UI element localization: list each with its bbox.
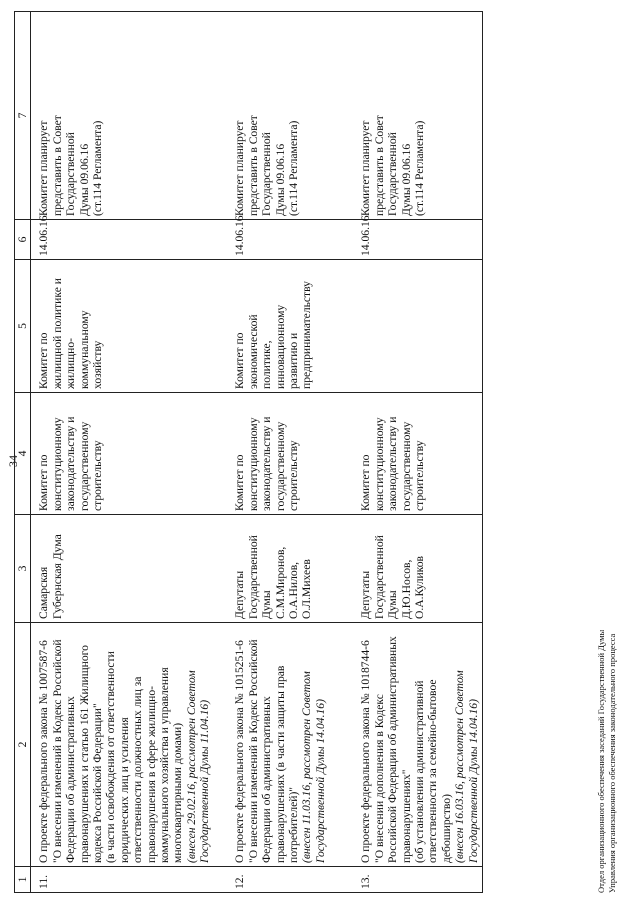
date-cell: 14.06.16 [223,220,349,260]
bill-title-line: ответственности за семейно-бытовое [426,679,440,863]
bill-title-line: (в части освобождения от ответственности [104,651,118,863]
author-line: Думы [386,590,400,619]
committee-line: Комитет по [233,454,247,511]
responsible-committee-cell [223,393,349,515]
plan-line: Комитет планирует [233,120,247,216]
author-line: Депутаты [359,570,373,619]
bill-title-line: Федерации об административных [260,696,274,863]
row-number: 12. [223,867,349,893]
header-cell: 1 [15,867,31,893]
author-line: С.М.Миронов, [273,546,287,619]
bill-author-cell [31,515,224,623]
plan-line: представить в Совет [246,115,260,216]
bill-note-line: (внесен 16.03.16, рассмотрен Советом [453,670,467,863]
plan-cell [31,12,224,220]
date-cell: 14.06.16 [349,220,482,260]
committee-line: государственному [399,421,413,511]
author-line: Д.Ю.Носов, [399,559,413,619]
committee-line: Комитет по [233,332,247,389]
responsible-committee-cell [31,393,224,515]
bill-title-line: (об установлении административной [413,680,427,863]
author-line: О.А.Куликов [413,556,427,619]
bill-note-line: (внесен 11.03.16, рассмотрен Советом [300,671,314,863]
committee-line: конституционному [372,417,386,511]
committee-line: законодательству и [260,416,274,511]
footer-line: Отдел организационного обеспечения заседаний Государственной Думы [596,629,606,893]
plan-line: Комитет планирует [37,120,51,216]
committee-line: Комитет по [359,454,373,511]
committee-line: коммунальному [77,310,91,389]
committee-line: строительству [287,440,301,511]
bill-author-cell [349,515,482,623]
bill-title-line: О проекте федерального закона № 1018744-6 [359,640,373,863]
committee-line: развитию и [287,332,301,389]
bill-title-line: дебоширство) [439,794,453,863]
committee-line: государственному [77,421,91,511]
bill-title-line: многоквартирными домами) [171,722,185,863]
committee-line: законодательству и [386,416,400,511]
bill-title-line: О проекте федерального закона № 1007587-6 [37,640,51,863]
committee-line: Комитет по [37,454,51,511]
author-line: Самарская [37,566,51,619]
header-cell: 4 [15,393,31,515]
plan-line: Государственной [64,132,78,216]
committee-line: хозяйству [91,340,105,389]
author-line: Депутаты [233,570,247,619]
bill-note-line: Государственной Думы 14.04.16) [313,699,327,863]
plan-line: Думы 09.06.16 [273,143,287,216]
bill-title-line: потребителей)" [287,786,301,863]
author-line: Губернская Дума [50,534,64,619]
bill-title-line: коммунального хозяйства и управления [158,667,172,863]
co-committee-cell [223,260,349,393]
author-line: Государственной [372,535,386,619]
plan-line: (ст.114 Регламента) [287,120,301,216]
date-cell: 14.06.16 [31,220,224,260]
header-cell: 3 [15,515,31,623]
committee-line: инновационному [273,304,287,389]
committee-line: строительству [91,440,105,511]
bill-title-line: правонарушениях" [399,769,413,863]
committee-line: конституционному [246,417,260,511]
committee-line: конституционному [50,417,64,511]
bill-author-cell [223,515,349,623]
bill-title-line: Федерации об административных [64,696,78,863]
bill-note-line: Государственной Думы 14.04.16) [466,699,480,863]
committee-line: государственному [273,421,287,511]
header-cell: 2 [15,623,31,867]
header-cell: 7 [15,12,31,220]
bill-note-line: Государственной Думы 11.04.16) [198,699,212,863]
author-line: Государственной [246,535,260,619]
responsible-committee-cell [349,393,482,515]
committee-line: предпринимательству [300,281,314,389]
row-number: 11. [31,867,224,893]
plan-line: Думы 09.06.16 [77,143,91,216]
bill-title-line: "О внесении дополнения в Кодекс [372,694,386,863]
author-line: О.Л.Михеев [300,559,314,619]
bill-title-line: ответственности должностных лиц за [131,676,145,863]
bill-title-line: правонарушениях (в части защиты прав [273,665,287,863]
bills-table [14,11,483,893]
committee-line: экономической [246,314,260,389]
bill-note-line: (внесен 29.02.16, рассмотрен Советом [184,670,198,863]
plan-line: Государственной [386,132,400,216]
bill-title-cell [223,623,349,867]
bill-title-line: "О внесении изменений в Кодекс Российской [50,639,64,863]
plan-line: (ст.114 Регламента) [413,120,427,216]
plan-cell [223,12,349,220]
page-number: 34 [6,455,20,467]
plan-line: представить в Совет [50,115,64,216]
plan-line: Комитет планирует [359,120,373,216]
committee-line: законодательству и [64,416,78,511]
table-row [31,12,224,893]
table-row [223,12,349,893]
bill-title-line: правонарушения в сфере жилищно- [144,686,158,863]
co-committee-cell [31,260,224,393]
bill-title-line: кодекса Российской Федерации" [91,703,105,863]
header-cell: 5 [15,260,31,393]
plan-line: (ст.114 Регламента) [91,120,105,216]
plan-line: Думы 09.06.16 [399,143,413,216]
footer-note [596,630,618,893]
author-line: О.А.Нилов, [287,561,301,619]
plan-line: Государственной [260,132,274,216]
header-cell: 6 [15,220,31,260]
committee-line: жилищной политике и [50,278,64,389]
bill-title-cell [349,623,482,867]
footer-line: Управления организационного обеспечения законодательного процесса [607,633,617,893]
bill-title-line: Российской Федерации об административных [386,636,400,863]
row-number: 13. [349,867,482,893]
committee-line: Комитет по [37,332,51,389]
bill-title-line: правонарушениях и статью 161 Жилищного [77,645,91,863]
committee-line: строительству [413,440,427,511]
co-committee-cell [349,260,482,393]
bill-title-line: "О внесении изменений в Кодекс Российской [246,639,260,863]
plan-cell [349,12,482,220]
bill-title-cell [31,623,224,867]
author-line: Думы [260,590,274,619]
committee-line: политике, [260,340,274,389]
committee-line: жилищно- [64,338,78,389]
bill-title-line: юридических лиц и усиления [117,717,131,863]
plan-line: представить в Совет [372,115,386,216]
bill-title-line: О проекте федерального закона № 1015251-6 [233,640,247,863]
table-header-row [15,12,31,893]
table-row [349,12,482,893]
